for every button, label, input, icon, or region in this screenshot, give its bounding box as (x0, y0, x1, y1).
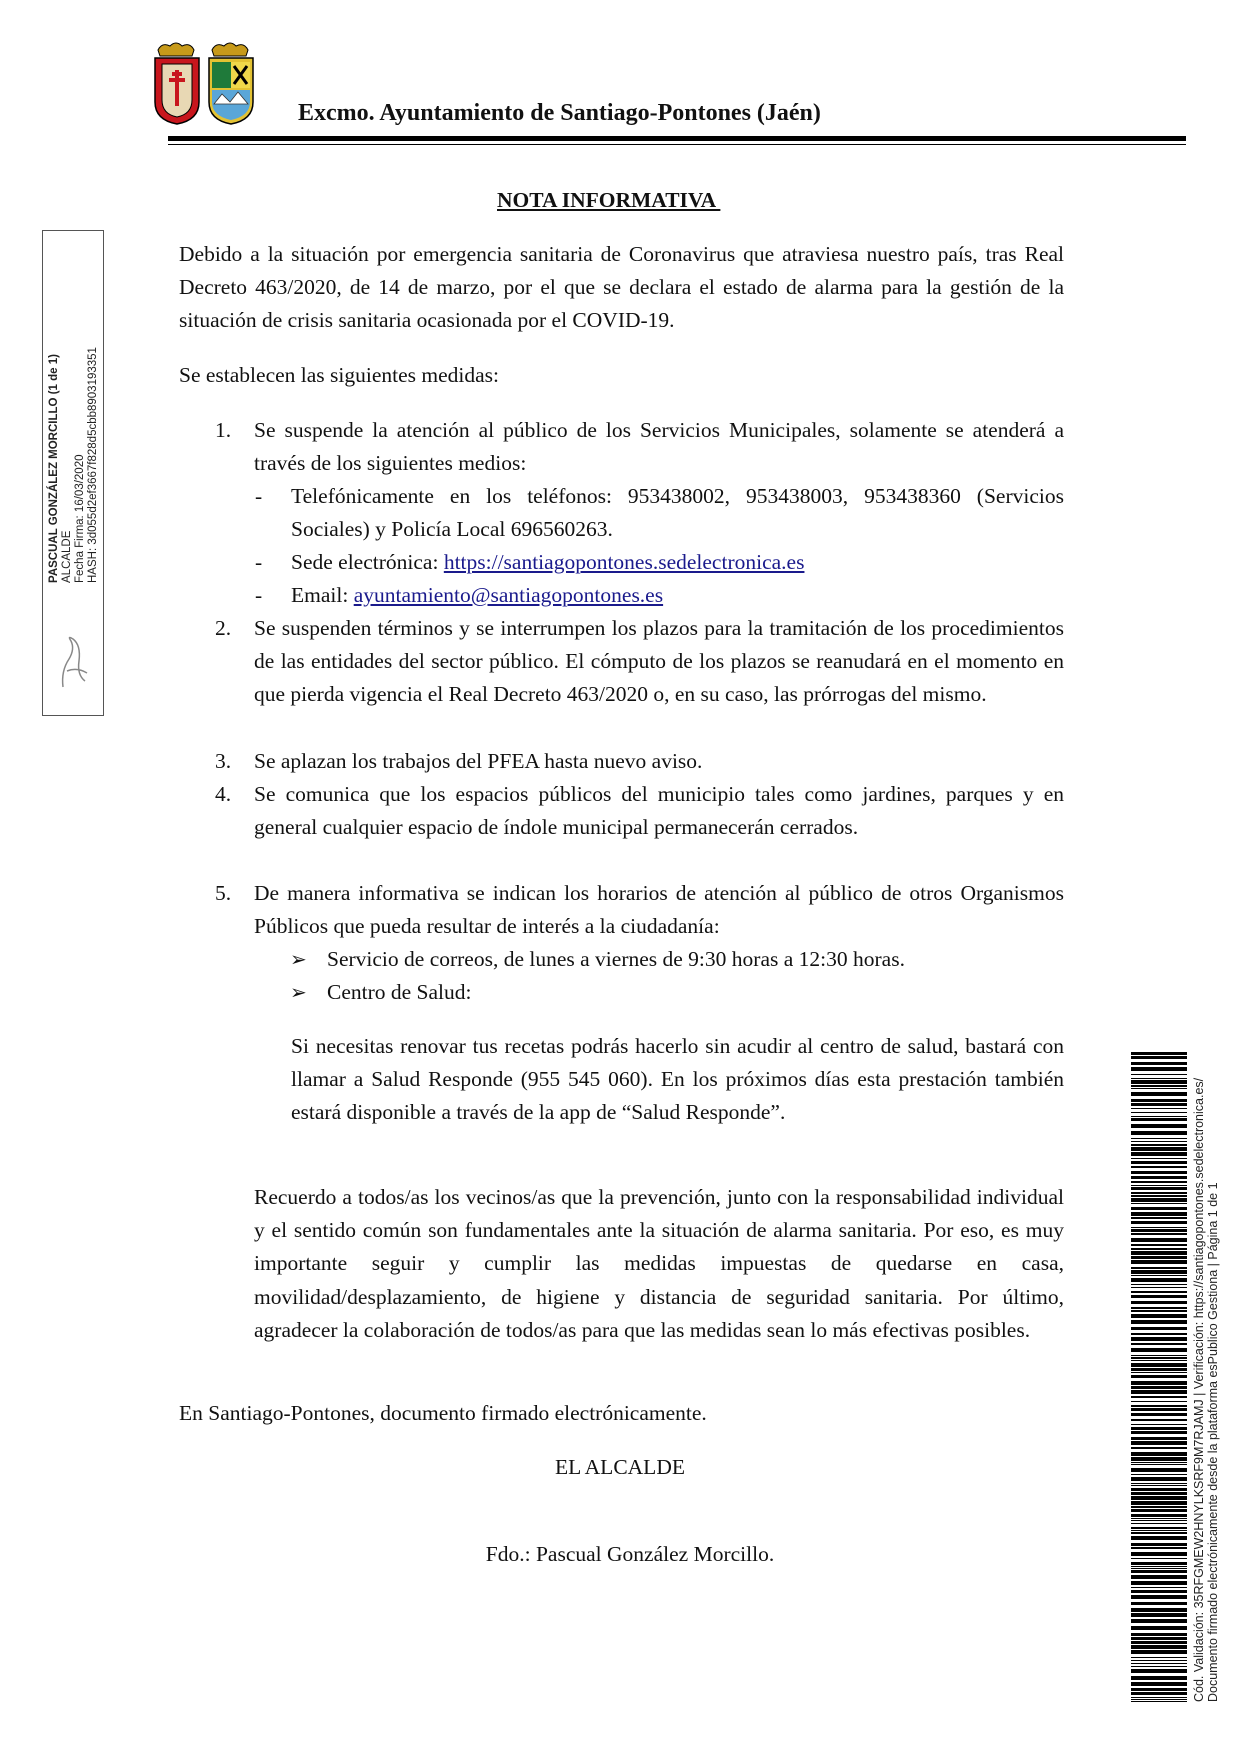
barcode-bar (1131, 1052, 1187, 1055)
measures-intro: Se establecen las siguientes medidas: (179, 363, 500, 387)
barcode-bar (1131, 1660, 1187, 1661)
header-rule-thin (168, 144, 1186, 145)
barcode-bar (1131, 1485, 1187, 1486)
place-line: En Santiago-Pontones, documento firmado electrónicamente. (179, 1401, 707, 1425)
barcode-bar (1131, 1492, 1187, 1495)
barcode-bar (1131, 1518, 1187, 1519)
barcode-bar (1131, 1558, 1187, 1559)
header-title: Excmo. Ayuntamiento de Santiago-Pontones (Jaén) (298, 100, 821, 126)
barcode-bar (1131, 1138, 1187, 1139)
dash-marker: - (255, 583, 263, 607)
barcode-bar (1131, 1437, 1187, 1440)
barcode-bar (1131, 1669, 1187, 1673)
barcode-bar (1131, 1408, 1187, 1411)
barcode-bar (1131, 1386, 1187, 1389)
barcode-bar (1131, 1523, 1187, 1524)
barcode-bar (1131, 1124, 1187, 1128)
bullet-item: Servicio de correos, de lunes a viernes de 9:30 horas a 12:30 horas. (327, 947, 905, 971)
sede-label: Sede electrónica: (291, 550, 444, 574)
barcode-bar (1131, 1501, 1187, 1505)
barcode-bar (1131, 1251, 1187, 1255)
barcode-bar (1131, 1088, 1187, 1089)
barcode-bar (1131, 1682, 1187, 1686)
barcode-bar (1131, 1483, 1187, 1484)
barcode-bar (1131, 1602, 1187, 1605)
barcode-bar (1131, 1333, 1187, 1335)
stamp-signer: PASCUAL GONZÁLEZ MORCILLO (1 de 1) (48, 354, 60, 583)
barcode-bar (1131, 1062, 1187, 1065)
barcode-bar (1131, 1187, 1187, 1190)
intro-paragraph: Debido a la situación por emergencia sanitaria de Coronavirus que atraviesa nuestro país, tras Real Decreto 463/2020, de 14 de marzo, por el que se declara el estado de alarma para la gestión de la situación de crisis sanitaria ocasionada por el COVID-19. (179, 242, 1064, 333)
dash-marker: - (255, 484, 263, 508)
barcode-bar (1131, 1112, 1187, 1113)
barcode-bar (1131, 1645, 1187, 1649)
barcode-bar (1131, 1363, 1187, 1367)
barcode-bar (1131, 1375, 1187, 1378)
list-item: Se suspende la atención al público de los Servicios Municipales, solamente se atenderá a través de los siguientes medios: (254, 418, 1064, 476)
item-number: 1. (215, 418, 232, 442)
barcode-bar (1131, 1221, 1187, 1224)
barcode-bar (1131, 1141, 1187, 1142)
barcode-bar (1131, 1676, 1187, 1680)
barcode-bar (1131, 1085, 1187, 1087)
barcode-bar (1131, 1590, 1187, 1593)
barcode-bar (1131, 1078, 1187, 1079)
barcode-bar (1131, 1056, 1187, 1059)
barcode-bar (1131, 1657, 1187, 1658)
barcode-bar (1131, 1688, 1187, 1691)
barcode-bar (1131, 1650, 1187, 1654)
coat-of-arms-icon (150, 40, 258, 126)
email-label: Email: (291, 583, 354, 607)
list-item: Se comunica que los espacios públicos del municipio tales como jardines, parques y en general cualquier espacio de índole municipal permanecerán cerrados. (254, 782, 1064, 840)
barcode-bar (1131, 1278, 1187, 1282)
barcode-bar (1131, 1152, 1187, 1156)
barcode-bar (1131, 1543, 1187, 1546)
barcode-bar (1131, 1699, 1187, 1700)
barcode-bar (1131, 1195, 1187, 1197)
arrow-bullet-icon: ➢ (290, 980, 307, 1004)
barcode-bar (1131, 1368, 1187, 1371)
barcode-bar (1131, 1284, 1187, 1285)
barcode-bar (1131, 1608, 1187, 1612)
barcode-bar (1131, 1552, 1187, 1556)
item-number: 3. (215, 749, 232, 773)
barcode-bar (1131, 1244, 1187, 1246)
signature-scribble-icon (57, 631, 91, 693)
barcode-bar (1131, 1238, 1187, 1242)
barcode-bar (1131, 1118, 1187, 1121)
barcode-bar (1131, 1413, 1187, 1416)
barcode-bar (1131, 1477, 1187, 1481)
barcode-bar (1131, 1530, 1187, 1531)
barcode-bar (1131, 1570, 1187, 1573)
barcode-bar (1131, 1464, 1187, 1465)
barcode-bar (1131, 1131, 1187, 1135)
barcode-bar (1131, 1260, 1187, 1264)
validation-platform: Documento firmado electrónicamente desde la plataforma esPublico Gestiona | Página 1 de 1 (1206, 1182, 1220, 1702)
barcode-bar (1131, 1181, 1187, 1183)
barcode-bar (1131, 1595, 1187, 1599)
barcode-bar (1131, 1348, 1187, 1352)
barcode-bar (1131, 1229, 1187, 1232)
barcode-bar (1131, 1295, 1187, 1298)
barcode-bar (1131, 1562, 1187, 1565)
email-link[interactable]: ayuntamiento@santiagopontones.es (353, 583, 664, 607)
barcode-bar (1131, 1248, 1187, 1250)
barcode-bar (1131, 1396, 1187, 1398)
barcode-bar (1131, 1198, 1187, 1202)
barcode-bar (1131, 1575, 1187, 1579)
health-note: Si necesitas renovar tus recetas podrás hacerlo sin acudir al centro de salud, bastará con llamar a Salud Responde (955 545 060). En los próximos días esta prestación también estará disponible a través de la app de “Salud Responde”. (291, 1034, 1064, 1125)
barcode-bar (1131, 1320, 1187, 1324)
barcode-bar (1131, 1256, 1187, 1259)
barcode-bar (1131, 1637, 1187, 1640)
barcode-bar (1131, 1641, 1187, 1644)
barcode-bar (1131, 1291, 1187, 1293)
barcode-bar (1131, 1343, 1187, 1345)
barcode-bar (1131, 1701, 1187, 1702)
stamp-role: ALCALDE (61, 530, 73, 583)
barcode-bar (1131, 1520, 1187, 1521)
barcode-bar (1131, 1581, 1187, 1585)
barcode-bar (1131, 1360, 1187, 1361)
barcode-bar (1131, 1301, 1187, 1304)
stamp-date: Fecha Firma: 16/03/2020 (74, 454, 86, 583)
barcode-bar (1131, 1663, 1187, 1664)
barcode-bar (1131, 1547, 1187, 1549)
arrow-bullet-icon: ➢ (290, 947, 307, 971)
barcode-bar (1131, 1099, 1187, 1102)
barcode-bar (1131, 1092, 1187, 1096)
header-rule (168, 136, 1186, 141)
barcode-bar (1131, 1381, 1187, 1385)
barcode-bar (1131, 1327, 1187, 1330)
validation-code: Cód. Validación: 35RFGMEW2HNYLKSRF9M7RJAMJ | Verificación: https://santiagopontones.sedelectronica.es/ (1192, 1077, 1206, 1702)
barcode-bar (1131, 1457, 1187, 1461)
barcode-bar (1131, 1613, 1187, 1617)
barcode-bar (1131, 1357, 1187, 1359)
item-number: 2. (215, 616, 232, 640)
barcode-bar (1131, 1401, 1187, 1402)
barcode-bar (1131, 1275, 1187, 1276)
dash-marker: - (255, 550, 263, 574)
list-item: Se suspenden términos y se interrumpen los plazos para la tramitación de los procedimientos de las entidades del sector público. El cómputo de los plazos se reanudará en el momento en que pierda vigencia el Real Decreto 463/2020 o, en su caso, las prórrogas del mismo. (254, 616, 1064, 707)
barcode-bar (1131, 1144, 1187, 1146)
barcode-bar (1131, 1355, 1187, 1356)
municipal-logos (150, 40, 258, 126)
sede-link[interactable]: https://santiagopontones.sedelectronica.es (443, 550, 805, 574)
stamp-hash: HASH: 3d055d2ef3667f828d5cbb8903193351 (87, 347, 99, 583)
barcode-bar (1131, 1509, 1187, 1512)
barcode-bar (1131, 1372, 1187, 1373)
barcode-bar (1131, 1108, 1187, 1109)
barcode-bar (1131, 1527, 1187, 1529)
email-line (291, 579, 1064, 612)
barcode-bar (1131, 1468, 1187, 1472)
barcode-bar (1131, 1666, 1187, 1667)
barcode-bar (1131, 1192, 1187, 1194)
barcode-bar (1131, 1227, 1187, 1228)
barcode-bar (1131, 1692, 1187, 1695)
barcode-bar (1131, 1506, 1187, 1508)
barcode-bar (1131, 1074, 1187, 1075)
barcode-bar (1131, 1390, 1187, 1394)
barcode-bar (1131, 1566, 1187, 1567)
barcode-bar (1131, 1147, 1187, 1151)
list-item: Se aplazan los trabajos del PFEA hasta nuevo aviso. (254, 749, 703, 773)
barcode-bar (1131, 1441, 1187, 1445)
sede-line (291, 546, 1064, 579)
barcode-bar (1131, 1488, 1187, 1491)
barcode-bar (1131, 1633, 1187, 1636)
barcode-bar (1131, 1176, 1187, 1179)
barcode-bar (1131, 1536, 1187, 1540)
barcode-bar (1131, 1452, 1187, 1456)
barcode-bar (1131, 1474, 1187, 1475)
barcode-icon (1131, 1052, 1187, 1702)
barcode-bar (1131, 1185, 1187, 1186)
bullet-item: Centro de Salud: (327, 980, 472, 1004)
barcode-bar (1131, 1203, 1187, 1204)
barcode-bar (1131, 1080, 1187, 1084)
barcode-bar (1131, 1532, 1187, 1534)
item-number: 5. (215, 881, 232, 905)
barcode-bar (1131, 1233, 1187, 1235)
barcode-bar (1131, 1171, 1187, 1174)
barcode-bar (1131, 1270, 1187, 1274)
barcode-bar (1131, 1447, 1187, 1449)
barcode-bar (1131, 1496, 1187, 1500)
list-item: De manera informativa se indican los horarios de atención al público de otros Organismos Públicos que pueda resultar de interés a la ciudadanía: (254, 881, 1064, 939)
item-number: 4. (215, 782, 232, 806)
barcode-bar (1131, 1314, 1187, 1318)
barcode-bar (1131, 1697, 1187, 1698)
barcode-bar (1131, 1207, 1187, 1210)
barcode-bar (1131, 1287, 1187, 1288)
barcode-bar (1131, 1161, 1187, 1164)
barcode-bar (1131, 1514, 1187, 1517)
barcode-bar (1131, 1217, 1187, 1219)
signature-stamp (42, 230, 104, 716)
barcode-bar (1131, 1419, 1187, 1421)
barcode-bar (1131, 1619, 1187, 1623)
barcode-bar (1131, 1307, 1187, 1309)
barcode-bar (1131, 1158, 1187, 1159)
barcode-bar (1131, 1568, 1187, 1569)
barcode-bar (1131, 1116, 1187, 1117)
barcode-bar (1131, 1310, 1187, 1312)
signature-name: Fdo.: Pascual González Morcillo. (485, 1542, 775, 1566)
document-title: NOTA INFORMATIVA (497, 188, 721, 212)
barcode-bar (1131, 1103, 1187, 1106)
barcode-bar (1131, 1626, 1187, 1630)
barcode-bar (1131, 1405, 1187, 1407)
barcode-bar (1131, 1067, 1187, 1071)
barcode-bar (1131, 1462, 1187, 1463)
barcode-bar (1131, 1431, 1187, 1434)
barcode-bar (1131, 1166, 1187, 1168)
phone-line: Telefónicamente en los teléfonos: 953438002, 953438003, 953438360 (Servicios Sociales) y Policía Local 696560263. (291, 484, 1064, 542)
barcode-bar (1131, 1212, 1187, 1216)
barcode-bar (1131, 1424, 1187, 1425)
barcode-bar (1131, 1267, 1187, 1269)
barcode-bar (1131, 1427, 1187, 1430)
barcode-bar (1131, 1587, 1187, 1588)
barcode-bar (1131, 1337, 1187, 1341)
signature-role: EL ALCALDE (555, 1455, 685, 1479)
closing-paragraph: Recuerdo a todos/as los vecinos/as que la prevención, junto con la responsabilidad individual y el sentido común son fundamentales ante la situación de alarma sanitaria. Por eso, es muy importante seguir y cumplir las medidas impuestas de quedarse en casa, movilidad/desplazamiento, de higiene y distancia de seguridad sanitaria. Por último, agradecer la colaboración de todos/as para que las medidas sean lo más efectivas posibles. (254, 1185, 1064, 1342)
